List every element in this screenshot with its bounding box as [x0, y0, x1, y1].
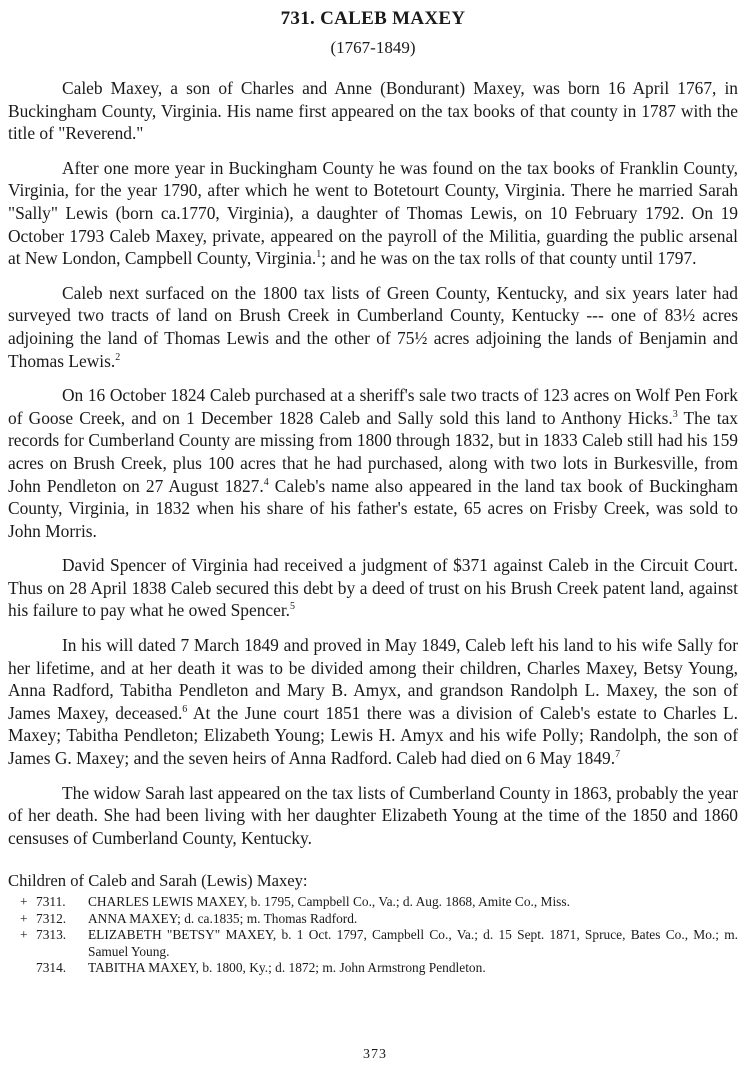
paragraph-text: At the June court 1851 there was a division of Caleb's estate to Charles L. Maxey; Tabitha Pendleton; Elizabeth Young; Lewis H. Amyx and his wife Polly; Randolph, the son of James G. Maxey; and the seven heirs of Anna Radford. Caleb had died on 6 May 1849.	[8, 702, 738, 769]
footnote-ref: 5	[290, 601, 296, 613]
footnote-ref: 7	[615, 749, 621, 761]
paragraph-7	[8, 782, 738, 850]
children-list	[8, 894, 738, 977]
paragraph-1	[8, 77, 738, 145]
life-dates: (1767-1849)	[330, 38, 416, 57]
descendant-marker: +	[20, 910, 28, 926]
paragraph-text: On 16 October 1824 Caleb purchased at a sheriff's sale two tracts of 123 acres on Wolf Pen Fork of Goose Creek, and on 1 December 1828 Caleb and Sally sold this land to Anthony Hicks.	[8, 385, 738, 428]
child-entry	[8, 960, 738, 977]
child-text: TABITHA MAXEY, b. 1800, Ky.; d. 1872; m. John Armstrong Pendleton.	[88, 960, 486, 976]
child-text: CHARLES LEWIS MAXEY, b. 1795, Campbell Co., Va.; d. Aug. 1868, Amite Co., Miss.	[88, 894, 570, 910]
child-number: 7311.	[36, 894, 66, 910]
paragraph-2	[8, 157, 738, 270]
child-text: ELIZABETH "BETSY" MAXEY, b. 1 Oct. 1797, Campbell Co., Va.; d. 15 Sept. 1871, Spruce, Bates Co., Mo.; m. Samuel Young.	[88, 927, 738, 959]
footnote-ref: 3	[672, 408, 678, 420]
paragraph-text: Caleb next surfaced on the 1800 tax lists of Green County, Kentucky, and six years later had surveyed two tracts of land on Brush Creek in Cumberland County, Kentucky --- one of 83½ acres adjoining the land of Thomas Lewis and the other of 75½ acres adjoining the lands of Benjamin and Thomas Lewis.	[8, 282, 738, 371]
footnote-ref: 1	[316, 249, 322, 261]
paragraph-text: ; and he was on the tax rolls of that county until 1797.	[321, 248, 697, 269]
child-number: 7314.	[36, 960, 67, 976]
child-entry	[8, 911, 738, 928]
child-entry	[8, 894, 738, 911]
descendant-marker: +	[20, 894, 28, 910]
footnote-ref: 4	[263, 476, 269, 488]
paragraph-text: Caleb's name also appeared in the land tax book of Buckingham County, Virginia, in 1832 when his share of his father's estate, 65 acres on Frisby Creek, was sold to John Morris.	[8, 475, 738, 541]
child-entry	[8, 927, 738, 960]
paragraph-5	[8, 554, 738, 622]
descendant-marker: +	[20, 927, 28, 943]
paragraph-6	[8, 634, 738, 770]
paragraph-text: David Spencer of Virginia had received a judgment of $371 against Caleb in the Circuit Court. Thus on 28 April 1838 Caleb secured this debt by a deed of trust on his Brush Creek patent land, against his failure to pay what he owed Spencer.	[8, 555, 738, 621]
page-number: 373	[363, 1047, 387, 1062]
paragraph-4	[8, 384, 738, 542]
paragraph-text: Caleb Maxey, a son of Charles and Anne (Bondurant) Maxey, was born 16 April 1767, in Buckingham County, Virginia. His name first appeared on the tax books of that county in 1787 with the title of "Reverend."	[8, 78, 738, 144]
paragraph-text: In his will dated 7 March 1849 and proved in May 1849, Caleb left his land to his wife Sally for her lifetime, and at her death it was to be divided among their children, Charles Maxey, Betsy Young, Anna Radford, Tabitha Pendleton and Mary B. Amyx, and grandson Randolph L. Maxey, the son of James Maxey, deceased.	[8, 635, 738, 723]
child-number: 7313.	[36, 927, 67, 943]
paragraph-text: The tax records for Cumberland County are missing from 1800 through 1832, but in 1833 Caleb still had his 159 acres on Brush Creek, plus 100 acres that he had purchased, along with two lots in Burkesville, from John Pendleton on 27 August 1827.	[8, 407, 738, 496]
footnote-ref: 6	[182, 704, 188, 716]
paragraph-3	[8, 282, 738, 372]
child-text: ANNA MAXEY; d. ca.1835; m. Thomas Radford.	[88, 910, 358, 926]
children-heading: Children of Caleb and Sarah (Lewis) Maxey:	[8, 871, 308, 891]
footnote-ref: 2	[115, 351, 121, 363]
body-text	[8, 77, 738, 849]
page-title: 731. CALEB MAXEY	[280, 8, 466, 29]
paragraph-text: After one more year in Buckingham County he was found on the tax books of Franklin County, Virginia, for the year 1790, after which he went to Botetourt County, Virginia. There he married Sarah "Sally" Lewis (born ca.1770, Virginia), a daughter of Thomas Lewis, on 10 February 1792. On 19 October 1793 Caleb Maxey, private, appeared on the payroll of the Militia, guarding the public arsenal at New London, Campbell County, Virginia.	[8, 157, 738, 269]
paragraph-text: The widow Sarah last appeared on the tax lists of Cumberland County in 1863, probably the year of her death. She had been living with her daughter Elizabeth Young at the time of the 1850 and 1860 censuses of Cumberland County, Kentucky.	[8, 782, 738, 848]
child-number: 7312.	[36, 910, 67, 926]
document-page	[8, 0, 738, 977]
